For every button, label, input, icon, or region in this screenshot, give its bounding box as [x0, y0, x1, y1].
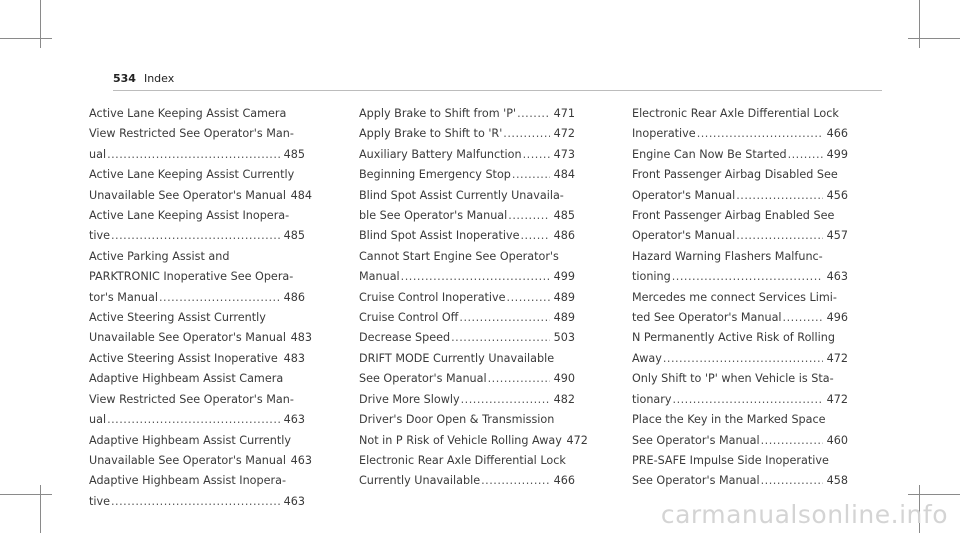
- entry-text: Active Lane Keeping Assist Currently: [89, 168, 295, 182]
- entry-page-number[interactable]: 496: [826, 311, 848, 325]
- entry-page-number[interactable]: 458: [826, 474, 848, 488]
- entry-page-number[interactable]: 484: [553, 168, 575, 182]
- crop-mark: [908, 494, 960, 495]
- index-entry[interactable]: [632, 288, 848, 329]
- entry-text: tor's Manual: [89, 290, 158, 304]
- entry-text: Not in P Risk of Vehicle Rolling Away: [359, 433, 562, 447]
- entry-text: Manual: [359, 270, 400, 284]
- index-entry[interactable]: [632, 145, 848, 165]
- index-entry[interactable]: [632, 369, 848, 410]
- leader-dots: [107, 145, 280, 165]
- entry-page-number[interactable]: 471: [553, 107, 575, 120]
- index-entry[interactable]: [359, 145, 575, 165]
- index-entry[interactable]: [89, 104, 305, 165]
- index-entry[interactable]: [89, 308, 312, 349]
- entry-page-number[interactable]: 463: [283, 413, 305, 427]
- entry-page-number[interactable]: 483: [283, 351, 305, 365]
- entry-text: tioning: [632, 270, 671, 284]
- index-column-1: [89, 104, 312, 512]
- entry-text: Unavailable See Operator's Manual: [89, 331, 286, 345]
- entry-text: tive: [89, 494, 110, 508]
- entry-page-number[interactable]: 485: [553, 209, 575, 223]
- entry-text: Cruise Control Inoperative: [359, 290, 506, 304]
- entry-text: Adaptive Highbeam Assist Currently: [89, 433, 292, 447]
- entry-page-number[interactable]: 463: [826, 270, 848, 284]
- index-entry[interactable]: [359, 165, 575, 185]
- entry-text: Active Steering Assist Inoperative: [89, 351, 278, 365]
- index-entry[interactable]: [359, 104, 575, 124]
- leader-dots: [523, 145, 550, 165]
- index-entry[interactable]: [359, 308, 575, 328]
- entry-page-number[interactable]: 486: [553, 229, 575, 243]
- leader-dots: [761, 431, 823, 451]
- entry-page-number[interactable]: 499: [553, 270, 575, 284]
- index-entry[interactable]: [632, 247, 848, 288]
- entry-page-number[interactable]: 499: [826, 147, 848, 161]
- entry-page-number[interactable]: 463: [283, 494, 305, 508]
- index-entry[interactable]: [632, 206, 848, 247]
- entry-text: Active Lane Keeping Assist Camera: [89, 107, 287, 120]
- crop-mark: [0, 38, 52, 39]
- index-entry[interactable]: [632, 451, 848, 492]
- leader-dots: [481, 471, 550, 491]
- entry-text: Blind Spot Assist Inoperative: [359, 229, 520, 243]
- entry-page-number[interactable]: 472: [826, 351, 848, 365]
- entry-page-number[interactable]: 466: [826, 127, 848, 141]
- entry-page-number[interactable]: 457: [826, 229, 848, 243]
- entry-text: Blind Spot Assist Currently Unavaila-: [359, 188, 564, 202]
- leader-dots: [279, 349, 280, 369]
- entry-text: Auxiliary Battery Malfunction: [359, 147, 522, 161]
- entry-text: Operator's Manual: [632, 188, 736, 202]
- leader-dots: [508, 206, 550, 226]
- entry-text: Adaptive Highbeam Assist Camera: [89, 372, 284, 386]
- leader-dots: [451, 328, 550, 348]
- entry-page-number[interactable]: 466: [553, 474, 575, 488]
- index-entry[interactable]: [89, 431, 312, 472]
- section-title: Index: [143, 72, 175, 85]
- entry-text: Only Shift to 'P' when Vehicle is Sta-: [632, 372, 834, 386]
- index-column-3: [632, 104, 848, 492]
- entry-text: See Operator's Manual: [359, 372, 487, 386]
- entry-text: Away: [632, 351, 662, 365]
- index-entry[interactable]: [89, 165, 312, 206]
- entry-text: Inoperative: [632, 127, 696, 141]
- entry-text: Cruise Control Off: [359, 311, 459, 325]
- entry-page-number[interactable]: 456: [826, 188, 848, 202]
- entry-text: Adaptive Highbeam Assist Inopera-: [89, 474, 286, 488]
- leader-dots: [503, 124, 550, 144]
- entry-text: ual: [89, 147, 107, 161]
- index-entry[interactable]: [359, 288, 575, 308]
- entry-text: Electronic Rear Axle Differential Lock: [359, 453, 566, 467]
- entry-page-number[interactable]: 482: [553, 392, 575, 406]
- index-column-2: [359, 104, 588, 492]
- entry-page-number[interactable]: 485: [283, 229, 305, 243]
- index-entry[interactable]: [359, 349, 575, 390]
- entry-text: Apply Brake to Shift to 'R': [359, 127, 503, 141]
- entry-page-number[interactable]: 473: [553, 147, 575, 161]
- entry-text: Front Passenger Airbag Enabled See: [632, 209, 835, 223]
- entry-page-number[interactable]: 484: [290, 188, 312, 202]
- entry-text: tive: [89, 229, 110, 243]
- leader-dots: [488, 369, 550, 389]
- entry-text: ual: [89, 413, 107, 427]
- entry-page-number[interactable]: 503: [553, 331, 575, 345]
- leader-dots: [736, 226, 823, 246]
- index-entry[interactable]: [359, 226, 575, 246]
- crop-mark: [40, 0, 41, 48]
- entry-page-number[interactable]: 489: [553, 290, 575, 304]
- entry-page-number[interactable]: 463: [290, 453, 312, 467]
- entry-text: See Operator's Manual: [632, 474, 760, 488]
- entry-text: Decrease Speed: [359, 331, 451, 345]
- index-entry[interactable]: [89, 369, 305, 430]
- header-rule: [113, 90, 882, 91]
- index-entry[interactable]: [632, 104, 848, 145]
- index-entry[interactable]: [89, 206, 305, 247]
- index-entry[interactable]: [89, 247, 305, 308]
- entry-text: View Restricted See Operator's Man-: [89, 392, 294, 406]
- leader-dots: [736, 186, 823, 206]
- leader-dots: [672, 267, 823, 287]
- entry-page-number[interactable]: 472: [553, 127, 575, 141]
- entry-text: Active Parking Assist and: [89, 249, 230, 263]
- entry-text: View Restricted See Operator's Man-: [89, 127, 294, 141]
- leader-dots: [111, 492, 280, 512]
- crop-mark: [919, 0, 920, 48]
- entry-text: Place the Key in the Marked Space: [632, 413, 826, 427]
- entry-text: Electronic Rear Axle Differential Lock: [632, 107, 839, 120]
- index-entry[interactable]: [632, 165, 848, 206]
- entry-page-number[interactable]: 489: [553, 311, 575, 325]
- watermark: carmanualsonline.info: [660, 500, 948, 529]
- entry-text: Unavailable See Operator's Manual: [89, 453, 286, 467]
- index-entry[interactable]: [359, 328, 575, 348]
- entry-page-number[interactable]: 460: [826, 433, 848, 447]
- leader-dots: [663, 349, 823, 369]
- entry-text: See Operator's Manual: [632, 433, 760, 447]
- entry-text: Drive More Slowly: [359, 392, 460, 406]
- index-entry[interactable]: [359, 124, 575, 144]
- page-number: 534: [113, 72, 136, 85]
- entry-text: PRE-SAFE Impulse Side Inoperative: [632, 453, 829, 467]
- entry-text: Front Passenger Airbag Disabled See: [632, 168, 838, 182]
- entry-text: tionary: [632, 392, 672, 406]
- leader-dots: [159, 288, 280, 308]
- leader-dots: [512, 165, 550, 185]
- entry-page-number[interactable]: 472: [566, 433, 588, 447]
- index-entry[interactable]: [359, 247, 575, 288]
- crop-mark: [40, 485, 41, 533]
- leader-dots: [507, 288, 550, 308]
- leader-dots: [517, 104, 550, 124]
- entry-text: Operator's Manual: [632, 229, 736, 243]
- index-entry[interactable]: [89, 349, 305, 369]
- leader-dots: [761, 471, 823, 491]
- entry-text: DRIFT MODE Currently Unavailable: [359, 351, 555, 365]
- leader-dots: [461, 390, 550, 410]
- leader-dots: [783, 308, 823, 328]
- entry-text: Currently Unavailable: [359, 474, 481, 488]
- leader-dots: [111, 226, 280, 246]
- leader-dots: [697, 124, 823, 144]
- page-header: [113, 72, 174, 85]
- leader-dots: [788, 145, 823, 165]
- entry-text: Cannot Start Engine See Operator's: [359, 249, 559, 263]
- entry-text: ted See Operator's Manual: [632, 311, 782, 325]
- leader-dots: [459, 308, 550, 328]
- index-entry[interactable]: [632, 328, 848, 369]
- entry-text: Active Lane Keeping Assist Inopera-: [89, 209, 290, 223]
- leader-dots: [401, 267, 550, 287]
- entry-page-number[interactable]: 483: [290, 331, 312, 345]
- leader-dots: [107, 410, 280, 430]
- entry-text: Apply Brake to Shift from 'P': [359, 107, 517, 120]
- entry-text: Engine Can Now Be Started: [632, 147, 787, 161]
- index-entry[interactable]: [359, 390, 575, 410]
- entry-text: Unavailable See Operator's Manual: [89, 188, 286, 202]
- entry-text: Mercedes me connect Services Limi-: [632, 290, 837, 304]
- entry-page-number[interactable]: 490: [553, 372, 575, 386]
- entry-page-number[interactable]: 486: [283, 290, 305, 304]
- index-entry[interactable]: [359, 186, 575, 227]
- index-entry[interactable]: [359, 451, 575, 492]
- entry-text: Driver's Door Open & Transmission: [359, 413, 555, 427]
- entry-page-number[interactable]: 485: [283, 147, 305, 161]
- entry-text: N Permanently Active Risk of Rolling: [632, 331, 835, 345]
- entry-page-number[interactable]: 472: [826, 392, 848, 406]
- index-entry[interactable]: [632, 410, 848, 451]
- entry-text: Beginning Emergency Stop: [359, 168, 511, 182]
- crop-mark: [908, 38, 960, 39]
- leader-dots: [521, 226, 551, 246]
- index-entry[interactable]: [359, 410, 588, 451]
- crop-mark: [0, 494, 52, 495]
- entry-text: Hazard Warning Flashers Malfunc-: [632, 249, 823, 263]
- index-entry[interactable]: [89, 471, 305, 512]
- entry-text: Active Steering Assist Currently: [89, 311, 266, 325]
- leader-dots: [673, 390, 823, 410]
- entry-text: PARKTRONIC Inoperative See Opera-: [89, 270, 294, 284]
- entry-text: ble See Operator's Manual: [359, 209, 508, 223]
